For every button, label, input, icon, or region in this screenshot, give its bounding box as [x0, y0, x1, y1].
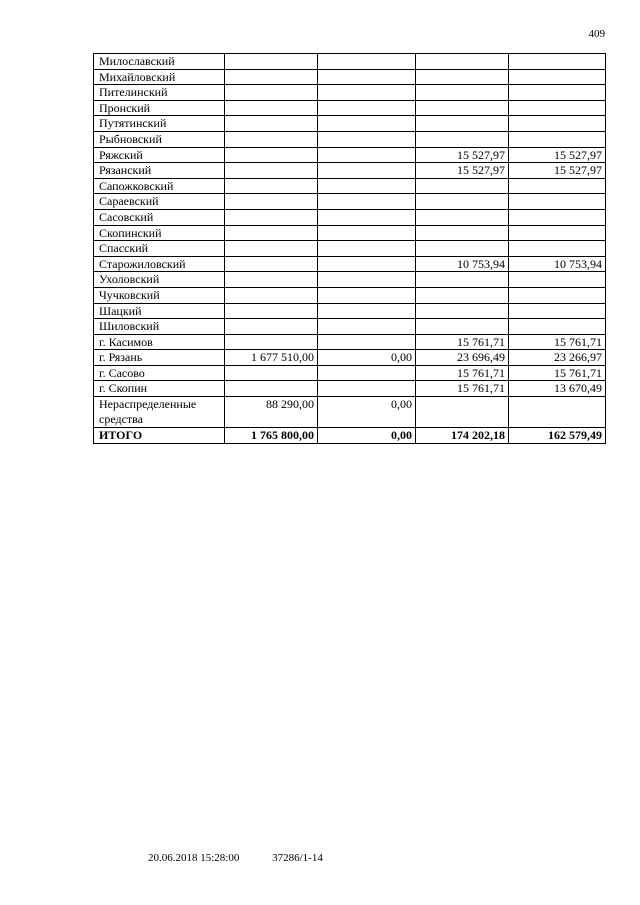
value-cell: 0,00 [318, 428, 416, 444]
row-label: Шиловский [94, 319, 225, 335]
value-cell [318, 163, 416, 179]
row-label: Сасовский [94, 209, 225, 225]
value-cell [509, 178, 606, 194]
table-row [94, 365, 606, 381]
table-row [94, 287, 606, 303]
table-row [94, 303, 606, 319]
value-cell [225, 272, 318, 288]
value-cell: 15 761,71 [509, 334, 606, 350]
value-cell [416, 116, 509, 132]
value-cell [318, 334, 416, 350]
row-label: Шацкий [94, 303, 225, 319]
value-cell: 0,00 [318, 397, 416, 428]
value-cell: 15 527,97 [416, 147, 509, 163]
footer-doc-id: 37286/1-14 [272, 852, 323, 864]
value-cell [225, 287, 318, 303]
table-row [94, 100, 606, 116]
value-cell [318, 69, 416, 85]
value-cell [509, 100, 606, 116]
value-cell: 15 527,97 [509, 147, 606, 163]
table-row [94, 225, 606, 241]
value-cell [416, 54, 509, 70]
value-cell [318, 209, 416, 225]
value-cell [318, 365, 416, 381]
value-cell [318, 85, 416, 101]
value-cell [225, 100, 318, 116]
table-row [94, 194, 606, 210]
total-row [94, 428, 606, 444]
row-label: г. Рязань [94, 350, 225, 366]
value-cell [416, 209, 509, 225]
value-cell [318, 54, 416, 70]
value-cell [225, 69, 318, 85]
value-cell [225, 116, 318, 132]
value-cell [509, 69, 606, 85]
row-label: ИТОГО [94, 428, 225, 444]
table-row [94, 116, 606, 132]
value-cell [416, 225, 509, 241]
row-label: Старожиловский [94, 256, 225, 272]
value-cell [416, 69, 509, 85]
table-row [94, 334, 606, 350]
value-cell: 1 677 510,00 [225, 350, 318, 366]
table-body [94, 54, 606, 444]
table-row [94, 163, 606, 179]
value-cell: 15 761,71 [416, 381, 509, 397]
value-cell [318, 194, 416, 210]
value-cell [225, 54, 318, 70]
value-cell [318, 256, 416, 272]
row-label: г. Сасово [94, 365, 225, 381]
row-label: Пронский [94, 100, 225, 116]
table-row [94, 85, 606, 101]
value-cell [225, 178, 318, 194]
page-number: 409 [588, 28, 605, 40]
value-cell [509, 85, 606, 101]
row-label: Милославский [94, 54, 225, 70]
value-cell: 0,00 [318, 350, 416, 366]
row-label: Спасский [94, 241, 225, 257]
row-label: Чучковский [94, 287, 225, 303]
value-cell: 13 670,49 [509, 381, 606, 397]
row-label: Нераспределенные средства [94, 397, 225, 428]
value-cell [509, 241, 606, 257]
value-cell: 15 527,97 [416, 163, 509, 179]
footer-timestamp: 20.06.2018 15:28:00 [148, 852, 240, 864]
row-label: Ряжский [94, 147, 225, 163]
value-cell [225, 131, 318, 147]
row-label: Ухоловский [94, 272, 225, 288]
value-cell [225, 85, 318, 101]
value-cell [225, 381, 318, 397]
row-label: Рыбновский [94, 131, 225, 147]
value-cell: 10 753,94 [509, 256, 606, 272]
budget-table [93, 53, 606, 444]
value-cell: 10 753,94 [416, 256, 509, 272]
value-cell: 162 579,49 [509, 428, 606, 444]
value-cell [509, 287, 606, 303]
value-cell [318, 225, 416, 241]
value-cell [225, 147, 318, 163]
value-cell [318, 131, 416, 147]
value-cell [225, 319, 318, 335]
row-label: Рязанский [94, 163, 225, 179]
table-row [94, 54, 606, 70]
value-cell [416, 85, 509, 101]
value-cell [225, 163, 318, 179]
value-cell: 15 761,71 [416, 334, 509, 350]
value-cell [416, 272, 509, 288]
value-cell: 23 266,97 [509, 350, 606, 366]
value-cell [318, 287, 416, 303]
value-cell [225, 334, 318, 350]
value-cell [416, 287, 509, 303]
value-cell [318, 303, 416, 319]
row-label: Сапожковский [94, 178, 225, 194]
value-cell [509, 116, 606, 132]
value-cell [416, 319, 509, 335]
value-cell [318, 241, 416, 257]
value-cell [318, 100, 416, 116]
row-label: Михайловский [94, 69, 225, 85]
value-cell [509, 319, 606, 335]
table-row [94, 319, 606, 335]
value-cell [416, 303, 509, 319]
table-row [94, 69, 606, 85]
value-cell [225, 194, 318, 210]
row-label: Скопинский [94, 225, 225, 241]
value-cell [225, 209, 318, 225]
value-cell [509, 303, 606, 319]
table-row [94, 381, 606, 397]
value-cell [509, 54, 606, 70]
value-cell [509, 131, 606, 147]
value-cell [318, 272, 416, 288]
row-label: г. Касимов [94, 334, 225, 350]
value-cell: 15 527,97 [509, 163, 606, 179]
value-cell [416, 241, 509, 257]
value-cell [225, 365, 318, 381]
value-cell [416, 178, 509, 194]
table-row [94, 147, 606, 163]
value-cell [225, 241, 318, 257]
value-cell [318, 319, 416, 335]
value-cell [416, 194, 509, 210]
row-label: Сараевский [94, 194, 225, 210]
table-row [94, 241, 606, 257]
table-row [94, 272, 606, 288]
value-cell: 23 696,49 [416, 350, 509, 366]
table-row [94, 350, 606, 366]
row-label: Пителинский [94, 85, 225, 101]
value-cell [509, 194, 606, 210]
row-label: г. Скопин [94, 381, 225, 397]
value-cell: 15 761,71 [509, 365, 606, 381]
value-cell [225, 303, 318, 319]
value-cell [318, 178, 416, 194]
value-cell [416, 131, 509, 147]
table-row [94, 209, 606, 225]
footer [148, 852, 323, 864]
value-cell [225, 225, 318, 241]
value-cell [416, 100, 509, 116]
row-label: Путятинский [94, 116, 225, 132]
value-cell: 15 761,71 [416, 365, 509, 381]
value-cell [225, 256, 318, 272]
value-cell [318, 147, 416, 163]
value-cell [318, 116, 416, 132]
value-cell [416, 397, 509, 428]
table-row [94, 256, 606, 272]
value-cell: 88 290,00 [225, 397, 318, 428]
table-row [94, 178, 606, 194]
value-cell: 174 202,18 [416, 428, 509, 444]
value-cell [509, 209, 606, 225]
value-cell [318, 381, 416, 397]
value-cell [509, 397, 606, 428]
value-cell: 1 765 800,00 [225, 428, 318, 444]
value-cell [509, 225, 606, 241]
value-cell [509, 272, 606, 288]
table-row [94, 131, 606, 147]
table-row [94, 397, 606, 428]
